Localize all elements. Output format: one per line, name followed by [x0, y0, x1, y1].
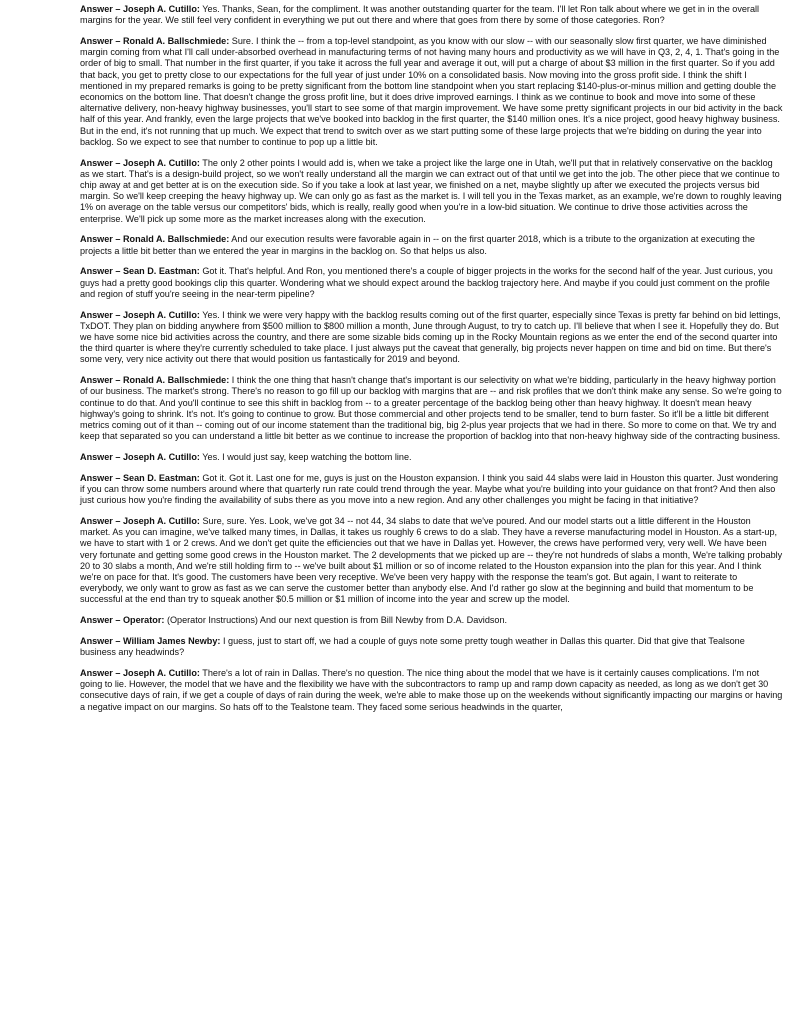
transcript-entry: [80, 516, 783, 606]
transcript-entry: [80, 615, 783, 626]
entry-text: There's a lot of rain in Dallas. There's no question. The nice thing about the model that we have is it certainly causes complications. I'm not going to lie. However, the model that we have and the flexibility we have with the subcontractors to ramp up and ramp down capacity as needed, as long as we don't get 30 consecutive days of rain, if we get a couple of days of rain during the week, we're able to make those up on the weekends without significantly impacting our margins or having a negative impact on our margins. So hats off to the Tealstone team. They faced some serious headwinds in the quarter,: [80, 668, 783, 712]
transcript-entry: [80, 636, 783, 658]
speaker-label: Answer – Joseph A. Cutillo:: [80, 452, 200, 463]
entry-text: Yes. Thanks, Sean, for the compliment. It was another outstanding quarter for the team. I'll let Ron talk about where we get in in the overall margins for the year. We still feel very confident in everything we put out there and where that goes from there by some of those categories. Ron?: [80, 4, 760, 26]
speaker-label: Answer – Joseph A. Cutillo:: [80, 157, 200, 168]
entry-text: And our execution results were favorable again in -- on the first quarter 2018, which is a tribute to the organization at executing the projects a little bit better than we entered the year in margins in the backlog on. So that helps us also.: [80, 234, 755, 256]
transcript-entry: [80, 668, 783, 713]
entry-text: Got it. That's helpful. And Ron, you mentioned there's a couple of bigger projects in the works for the second half of the year. Just curious, you guys had a pretty good bookings clip this quarter. Wondering what we should expect around the backlog trajectory here. And maybe if you could just comment on the profile and region of stuff you're seeing in the near-term pipeline?: [80, 266, 773, 299]
speaker-label: Answer – Ronald A. Ballschmiede:: [80, 234, 230, 245]
transcript-entry: [80, 266, 783, 300]
entry-text: I guess, just to start off, we had a couple of guys note some pretty tough weather in Dallas this quarter. Did that give that Tealsone business any headwinds?: [80, 636, 745, 658]
entry-text: Sure, sure. Yes. Look, we've got 34 -- not 44, 34 slabs to date that we've poured. And our model starts out a little different in the Houston market. As you can imagine, we've talked many times, in Dallas, it takes us roughly 6 crews to do a slab. They have a reverse manufacturing model in Houston. As a start-up, we have to start with 1 or 2 crews. And we don't get quite the efficiencies out that we have in Dallas yet. However, the crews have performed very, very well. We have been very fortunate and getting some good crews in the Houston market. The 2 developments that we picked up are -- they're not hundreds of slabs a month, We're talking probably 20 to 30 slabs a month, And we're still holding firm to -- we've built about $1 million or so of income related to the Houston expansion into the plan for this year. And I think we're on pace for that. It's good. The customers have been very receptive. We've been very happy with the response the team's got. But again, I want to reiterate to everybody, we only want to grow as fast as we can serve the customer better than anybody else. And I'd rather go slow at the beginning and build that momentum to be successful at the end than try to squeak another $0.5 million or $1 million of income into the year and screw up the model.: [80, 516, 783, 605]
entry-text: Got it. Got it. Last one for me, guys is just on the Houston expansion. I think you said 44 slabs were laid in Houston this quarter. Just wondering if you can throw some numbers around where that quarterly run rate could trend through the year. Maybe what you're building into your guidance on that front? And then also just curious how you're finding the availability of subs there as you move into a new region. And any other challenges you might be facing in that initiative?: [80, 472, 779, 506]
entry-text: (Operator Instructions) And our next question is from Bill Newby from D.A. Davidson.: [166, 615, 508, 626]
speaker-label: Answer – William James Newby:: [80, 636, 221, 647]
entry-text: I think the one thing that hasn't change that's important is our selectivity on what we're bidding, particularly in the heavy highway portion of our business. The market's strong. There's no reason to go fill up our backlog with margins that are -- and risk profiles that we don't think make any sense. So we're going to continue to do that. And you'll continue to see this shift in backlog from -- to a greater percentage of the backlog being other than heavy highway. It doesn't mean heavy highway's going to shrink. It's not. It's going to continue to grow. But those commercial and other projects tend to be smaller, tend to burn faster. So it'll be a little bit different metrics coming out of it than -- coming out of our income statement than the traditional big, big 2-plus year projects that we had in there. So more to come on that. We try and keep that separated so you can understand a little bit better as we continue to increase the proportion of backlog into that non-heavy highway side of the contracting business.: [80, 375, 782, 442]
speaker-label: Answer – Sean D. Eastman:: [80, 472, 200, 483]
entry-text: Yes. I would just say, keep watching the bottom line.: [202, 452, 412, 463]
speaker-label: Answer – Joseph A. Cutillo:: [80, 4, 200, 14]
entry-text: Yes. I think we were very happy with the backlog results coming out of the first quarter, especially since Texas is pretty far behind on bid lettings, TxDOT. They plan on bidding anywhere from $500 million to $800 million a month, June through August, to try to catch up. I'll believe that when I see it. Hopefully they do. But we have some nice bid activities across the country, and there are some sizable bids coming up in the Rocky Mountain regions as we enter the end of the second quarter into the third quarter is where they're currently scheduled to take place. I just always put the caveat that generally, big projects never happen on time and bid on time. But there's some very, very nice activity out there that would position us fantastically for 2019 and beyond.: [80, 309, 781, 365]
transcript-entry: [80, 36, 783, 148]
transcript-entry: [80, 234, 783, 256]
transcript-entry: [80, 310, 783, 366]
entry-text: Sure. I think the -- from a top-level standpoint, as you know with our slow -- with our seasonally slow first quarter, we have diminished margin coming from what I'll call under-absorbed overhead in manufacturing terms of not having many hours and productivity as we will have in Q3, 2, 4, 1. That's going in the order of big to small. That number in the first quarter, if you take it across the full year and average it out, will put a charge of about $3 million in the first quarter. So if you add that back, you get to pretty close to our expectations for the full year of just under 10% on a consolidated basis. Now moving into the gross profit side. I think the shift I mentioned in my prepared remarks is going to be pretty significant from the bottom line standpoint when you start replacing $140-plus-or-minus million and getting double the economics on the bottom line. That doesn't change the gross profit line, but it does drive improved earnings. I think as we continue to book and move into some of these alternative delivery, non-heavy highway businesses, you'll start to see some of that margin improvement. We have some pretty significant projects in our bid activity in the back half of this year. And frankly, even the large projects that we've booked into backlog in the first quarter, the $140 million ones. It's a nice project, good heavy highway business. But in the end, it's not running that up much. We expect that trend to switch over as we start putting some of these large projects that we're bidding on during the year into backlog. So we expect to see that number to continue to pop up a little bit.: [80, 36, 783, 147]
transcript-entry: [80, 375, 783, 442]
transcript-entry: [80, 4, 783, 26]
speaker-label: Answer – Operator:: [80, 615, 165, 626]
speaker-label: Answer – Joseph A. Cutillo:: [80, 668, 200, 679]
speaker-label: Answer – Sean D. Eastman:: [80, 266, 200, 277]
speaker-label: Answer – Joseph A. Cutillo:: [80, 516, 200, 527]
transcript-entry: [80, 473, 783, 507]
transcript-entry: [80, 158, 783, 225]
speaker-label: Answer – Ronald A. Ballschmiede:: [80, 36, 230, 46]
transcript-body: [80, 4, 783, 722]
speaker-label: Answer – Joseph A. Cutillo:: [80, 309, 200, 320]
entry-text: The only 2 other points I would add is, when we take a project like the large one in Utah, we'll put that in relatively conservative on the backlog as we start. That's is a design-build project, so we won't really understand all the margin we can extract out of that until we get into the job. The other piece that we continue to chip away at and get better at is on the execution side. So if you take a look at last year, we finished on a net, maybe slightly up after we executed the projects versus bid margin. So we'll keep creeping the heavy highway up. We can only go as fast as the market is. I will tell you in the Texas market, as an example, we're down to roughly leaving 1% on average on the table versus our competitors' bids, which is really, really good when you're in a low-bid situation. We continue to drive those activities across the enterprise. We'll pick up some more as the market increases along with the execution.: [80, 157, 782, 224]
transcript-entry: [80, 452, 783, 463]
speaker-label: Answer – Ronald A. Ballschmiede:: [80, 375, 230, 386]
